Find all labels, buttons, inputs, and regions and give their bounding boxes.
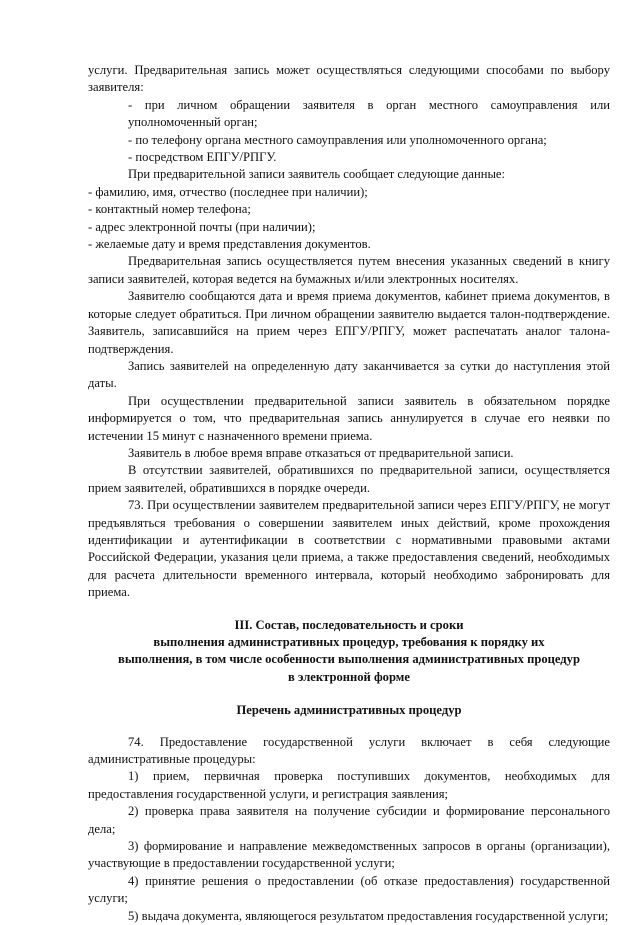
- list-item: 5) выдача документа, являющегося результатом предоставления государственной услуги;: [128, 908, 609, 923]
- list-item: - контактный номер телефона;: [88, 202, 251, 217]
- paragraph: Запись заявителей на определенную дату заканчивается за сутки до наступления этой даты.: [88, 358, 610, 391]
- subheading: Перечень административных процедур: [236, 703, 462, 718]
- paragraph: В отсутствии заявителей, обратившихся по предварительной записи, осуществляется прием заявителей, обратившихся в порядке очереди.: [88, 463, 610, 495]
- list-item: - посредством ЕПГУ/РПГУ.: [128, 150, 277, 165]
- section-heading-line: III. Состав, последовательность и сроки: [234, 617, 464, 632]
- list-item: 4) принятие решения о предоставлении (об отказе предоставления) государственной услуги;: [88, 873, 610, 906]
- list-item: - адрес электронной почты (при наличии);: [88, 219, 316, 234]
- section-heading-line: выполнения административных процедур, требования к порядку их: [153, 635, 545, 649]
- paragraph: Предварительная запись осуществляется путем внесения указанных сведений в книгу записи заявителей, которая ведется на бумажных и/или электронных носителях.: [88, 254, 610, 286]
- list-item: - при личном обращении заявителя в орган местного самоуправления или уполномоченный орган;: [128, 97, 610, 130]
- paragraph: услуги. Предварительная запись может осуществляться следующими способами по выбору заявителя:: [88, 63, 610, 95]
- section-heading-line: выполнения, в том числе особенности выполнения административных процедур: [118, 652, 580, 667]
- list-item: 2) проверка права заявителя на получение субсидии и формирование персонального дела;: [88, 804, 610, 836]
- body-text: [88, 62, 610, 602]
- section-heading-line: в электронной форме: [288, 669, 410, 684]
- paragraph: При осуществлении предварительной записи заявитель в обязательном порядке информируется о том, что предварительная запись аннулируется в случае его неявки по истечении 15 минут с назначенного времени приема.: [88, 393, 610, 443]
- list-item: - по телефону органа местного самоуправления или уполномоченного органа;: [128, 132, 547, 147]
- paragraph: Заявитель в любое время вправе отказаться от предварительной записи.: [128, 445, 514, 460]
- paragraph: 73. При осуществлении заявителем предварительной записи через ЕПГУ/РПГУ, не могут предъявляться требования о совершении заявителем иных действий, кроме прохождения идентификации и аутентификации в соответствии с нормативными правовыми актами Российской Федерации, указания цели приема, а также предоставления сведений, необходимых для расчета длительности временного интервала, который необходимо забронировать для приема.: [88, 498, 610, 600]
- list-item: - фамилию, имя, отчество (последнее при наличии);: [88, 184, 368, 199]
- section-heading: [88, 617, 610, 687]
- procedures-list: [88, 734, 610, 925]
- paragraph: Заявителю сообщаются дата и время приема документов, кабинет приема документов, в которые следует обратиться. При личном обращении заявителю выдается талон-подтверждение. Заявитель, записавшийся на прием через ЕПГУ/РПГУ, может распечатать аналог талона-подтверждения.: [88, 289, 610, 356]
- list-item: 3) формирование и направление межведомственных запросов в органы (организации), участвующие в предоставлении государственной услуги;: [88, 839, 610, 871]
- list-item: - желаемые дату и время представления документов.: [88, 237, 371, 252]
- list-item: 1) прием, первичная проверка поступивших документов, необходимых для предоставления государственной услуги, и регистрация заявления;: [88, 769, 610, 801]
- paragraph: 74. Предоставление государственной услуги включает в себя следующие административные процедуры:: [88, 734, 610, 767]
- paragraph: При предварительной записи заявитель сообщает следующие данные:: [128, 167, 506, 182]
